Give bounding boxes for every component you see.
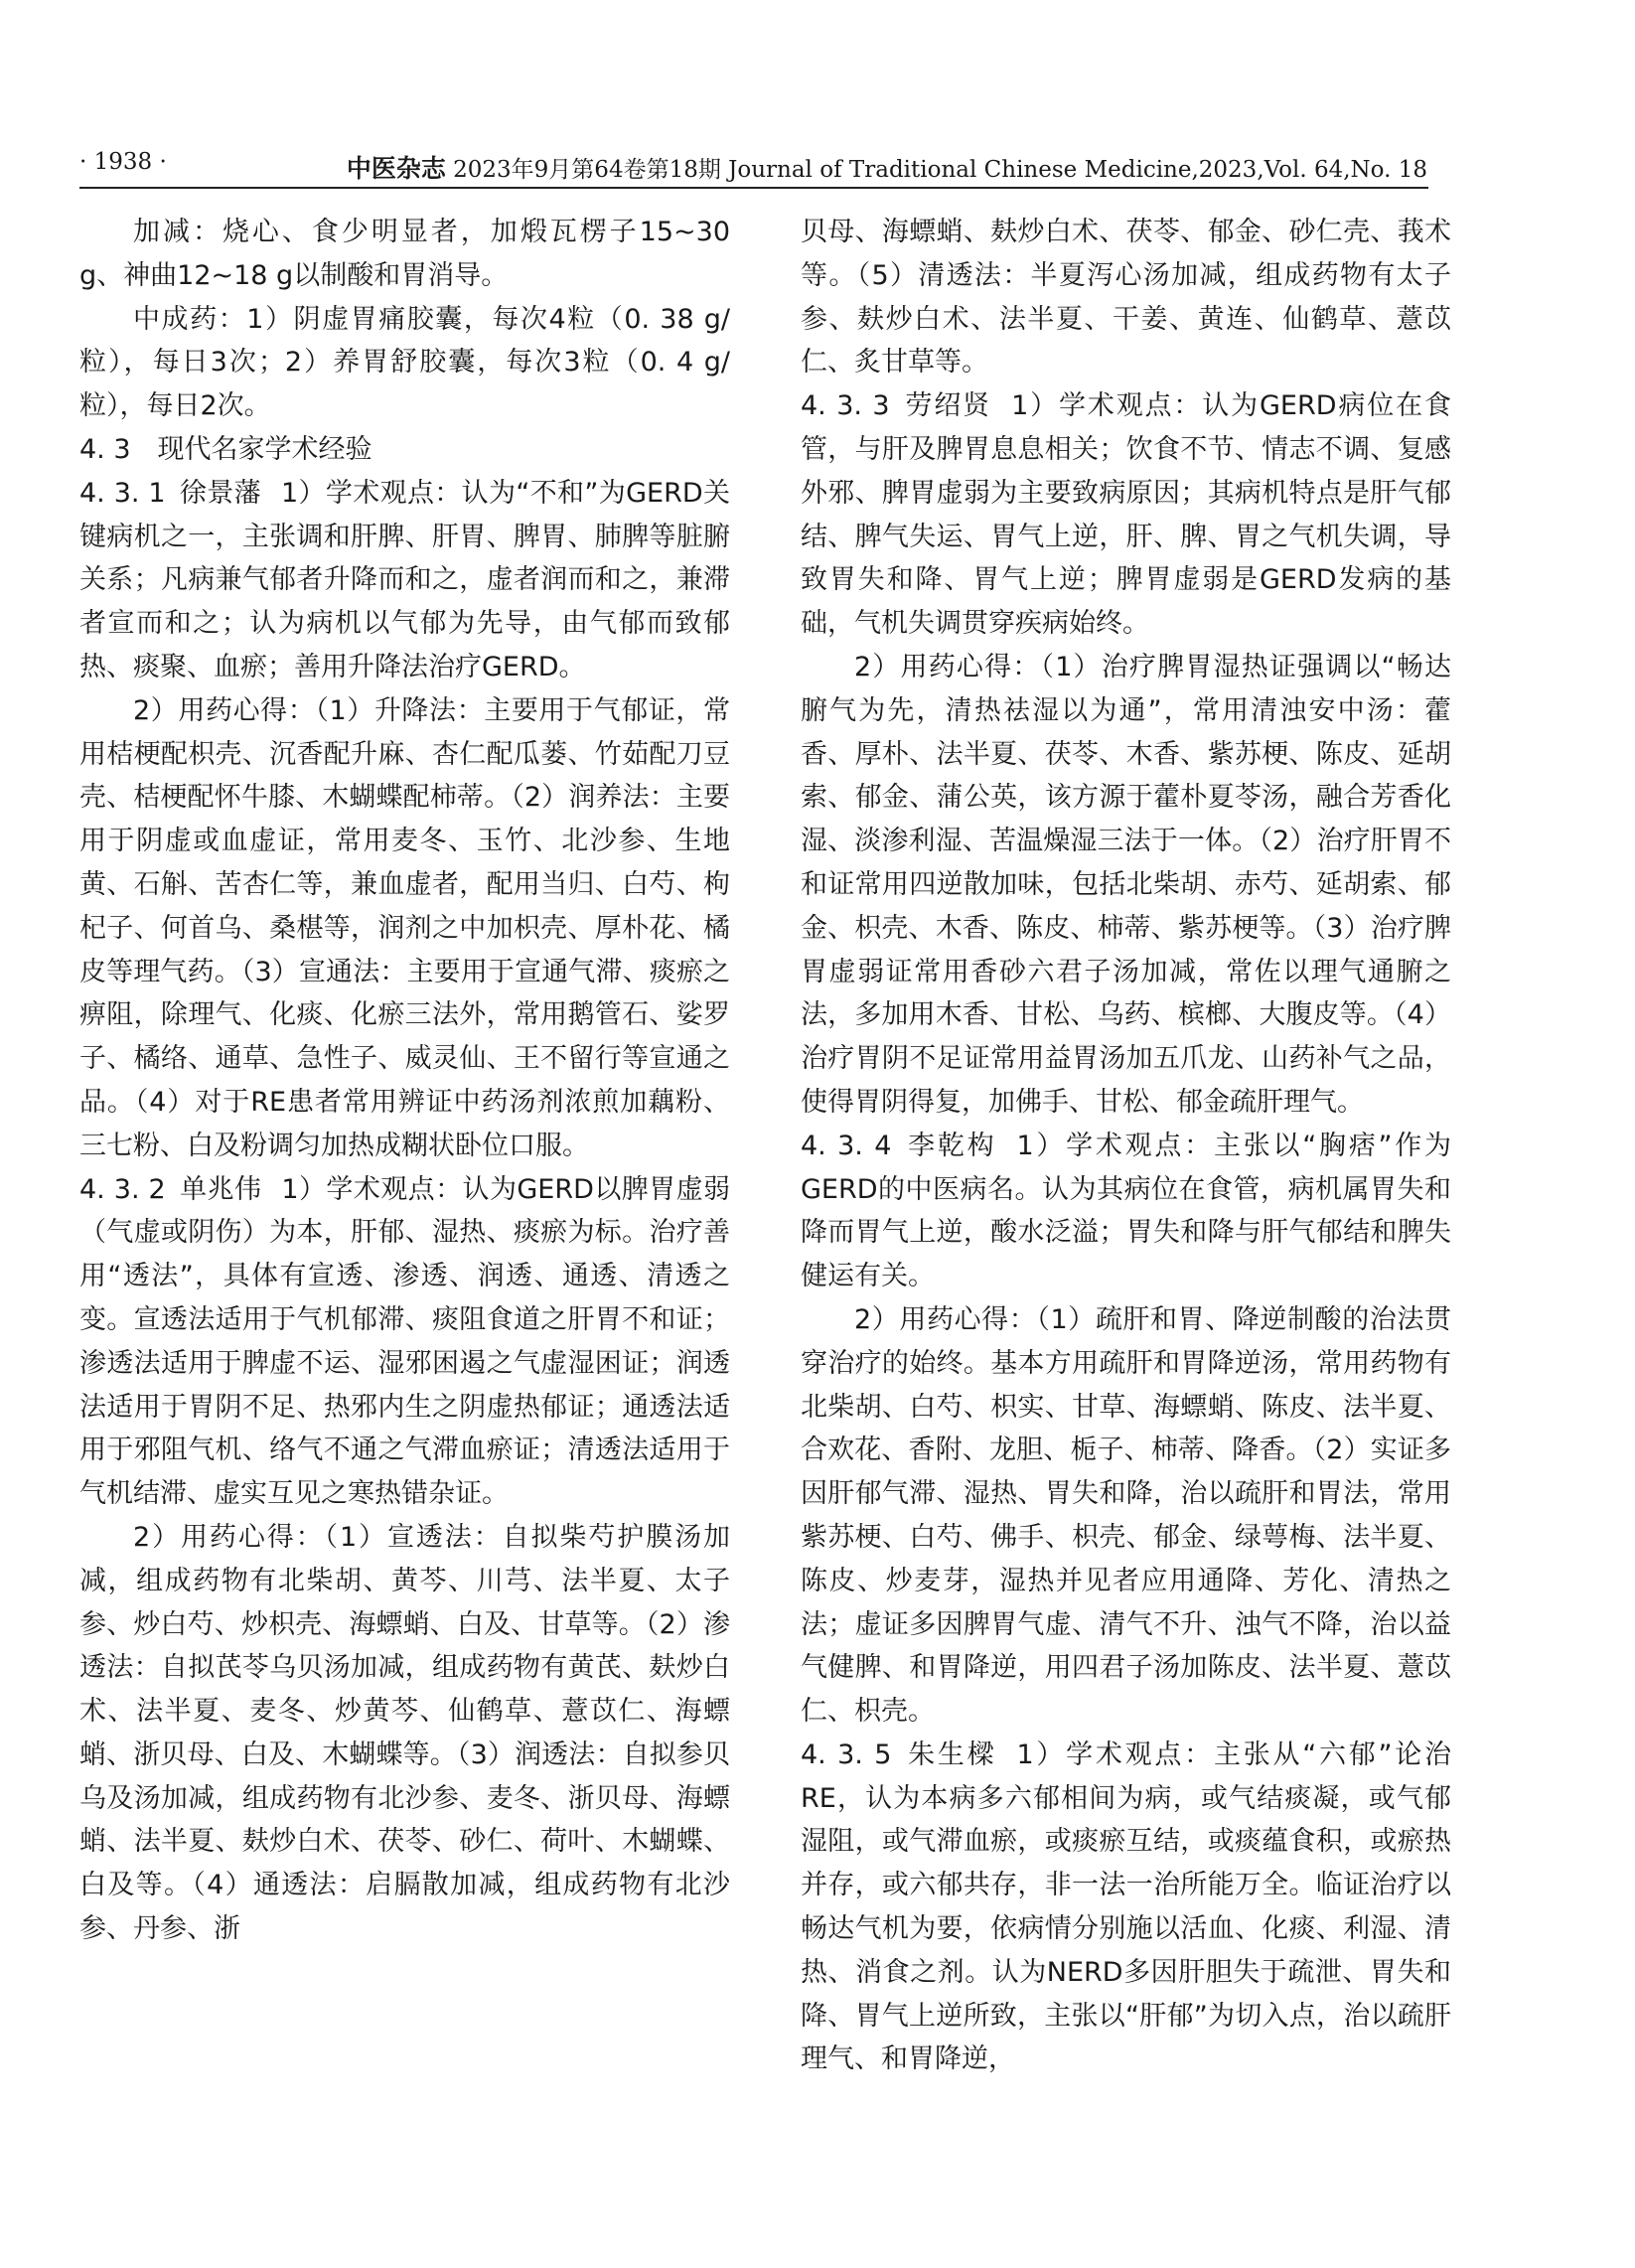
journal-name: 中医杂志 [346,154,446,183]
paragraph-modification: 加减：烧心、食少明显者，加煅瓦楞子15~30 g、神曲12~18 g以制酸和胃消导。 [79,217,730,291]
expert-name: 李乾构 [905,1130,997,1161]
section-number: 4. 3. 5 [801,1739,892,1770]
expert-name: 单兆伟 [179,1173,262,1205]
section-text: 1）学术观点：认为GERD以脾胃虚弱（气虚或阴伤）为本，肝郁、湿热、痰瘀为标。治疗善用“透法”，具体有宣透、渗透、润透、通透、清透之变。宣透法适用于气机郁滞、痰阻食道之肝胃不和证；渗透法适用于脾虚不运、湿邪困遏之气虚湿困证；润透法适用于胃阴不足、热邪内生之阴虚热郁证；通透法适用于邪阻气机、络气不通之气滞血瘀证；清透法适用于气机结滞、虚实互见之寒热错杂证。 [79,1173,731,1510]
section-number: 4. 3. 1 [79,477,166,509]
section-heading-4-3: 4. 3 现代名家学术经验 [79,433,372,465]
running-header [79,149,1427,189]
paragraph-patent-medicine: 中成药：1）阴虚胃痛胶囊，每次4粒（0. 38 g/粒），每日3次；2）养胃舒胶囊，每次3粒（0. 4 g/粒），每日2次。 [79,303,730,422]
expert-name: 朱生樑 [905,1739,997,1770]
section-4-3-2 [79,1168,730,1516]
header-rule [79,187,1428,189]
paragraph-continuation: 贝母、海螵蛸、麸炒白术、茯苓、郁金、砂仁壳、莪术等。（5）清透法：半夏泻心汤加减，组成药物有太子参、麸炒白术、法半夏、干姜、黄连、仙鹤草、薏苡仁、炙甘草等。 [801,217,1451,378]
section-text: 1）学术观点：认为GERD病位在食管，与肝及脾胃息息相关；饮食不节、情志不调、复感外邪、脾胃虚弱为主要致病原因；其病机特点是肝气郁结、脾气失运、胃气上逆，肝、脾、胃之气机失调，导致胃失和降、胃气上逆；脾胃虚弱是GERD发病的基础，气机失调贯穿疾病始终。 [801,390,1451,640]
journal-info [347,149,1427,185]
right-column [801,211,1451,2081]
section-number: 4. 3. 2 [79,1173,166,1205]
left-column [79,211,730,1951]
section-text: 1）学术观点：主张从“六郁”论治RE，认为本病多六郁相间为病，或气结痰凝，或气郁湿阻，或气滞血瘀，或痰瘀互结，或痰蕴食积，或瘀热并存，或六郁共存，非一法一治所能万全。临证治疗以畅达气机为要，依病情分别施以活血、化痰、利湿、清热、消食之剂。认为NERD多因肝胆失于疏泄、胃失和降、胃气上逆所致，主张以“肝郁”为切入点，治以疏肝理气、和胃降逆， [801,1739,1451,2075]
paragraph-4-3-4-medication: 2）用药心得：（1）疏肝和胃、降逆制酸的治法贯穿治疗的始终。基本方用疏肝和胃降逆汤，常用药物有北柴胡、白芍、枳实、甘草、海螵蛸、陈皮、法半夏、合欢花、香附、龙胆、栀子、柿蒂、降香。（2）实证多因肝郁气滞、湿热、胃失和降，治以疏肝和胃法，常用紫苏梗、白芍、佛手、枳壳、郁金、绿萼梅、法半夏、陈皮、炒麦芽，湿热并见者应用通降、芳化、清热之法；虚证多因脾胃气虚、清气不升、浊气不降，治以益气健脾、和胃降逆，用四君子汤加陈皮、法半夏、薏苡仁、枳壳。 [801,1303,1451,1728]
section-number: 4. 3. 4 [801,1130,892,1161]
section-4-3-4 [801,1125,1451,1298]
section-4-3-3 [801,384,1451,646]
paragraph-4-3-1-medication: 2）用药心得：（1）升降法：主要用于气郁证，常用桔梗配枳壳、沉香配升麻、杏仁配瓜蒌、竹茹配刀豆壳、桔梗配怀牛膝、木蝴蝶配柿蒂。（2）润养法：主要用于阴虚或血虚证，常用麦冬、玉竹、北沙参、生地黄、石斛、苦杏仁等，兼血虚者，配用当归、白芍、枸杞子、何首乌、桑椹等，润剂之中加枳壳、厚朴花、橘皮等理气药。（3）宣通法：主要用于宣通气滞、痰瘀之痹阻，除理气、化痰、化瘀三法外，常用鹅管石、娑罗子、橘络、通草、急性子、威灵仙、王不留行等宣通之品。（4）对于RE患者常用辨证中药汤剂浓煎加藕粉、三七粉、白及粉调匀加热成糊状卧位口服。 [79,694,730,1161]
expert-name: 徐景藩 [179,477,261,509]
section-4-3-5 [801,1734,1451,2081]
section-4-3-1 [79,472,730,689]
section-number: 4. 3. 3 [801,390,890,422]
section-text: 1）学术观点：主张以“胸痞”作为GERD的中医病名。认为其病位在食管，病机属胃失和降而胃气上逆，酸水泛溢；胃失和降与肝气郁结和脾失健运有关。 [801,1130,1451,1292]
expert-name: 劳绍贤 [903,390,992,422]
paragraph-4-3-2-medication: 2）用药心得：（1）宣透法：自拟柴芍护膜汤加减，组成药物有北柴胡、黄芩、川芎、法半夏、太子参、炒白芍、炒枳壳、海螵蛸、白及、甘草等。（2）渗透法：自拟芪苓乌贝汤加减，组成药物有黄芪、麸炒白术、法半夏、麦冬、炒黄芩、仙鹤草、薏苡仁、海螵蛸、浙贝母、白及、木蝴蝶等。（3）润透法：自拟参贝乌及汤加减，组成药物有北沙参、麦冬、浙贝母、海螵蛸、法半夏、麸炒白术、茯苓、砂仁、荷叶、木蝴蝶、白及等。（4）通透法：启膈散加减，组成药物有北沙参、丹参、浙 [79,1521,730,1945]
issue-info: 2023年9月第64卷第18期 Journal of Traditional Chinese Medicine,2023,Vol. 64,No. 18 [453,157,1427,183]
paragraph-4-3-3-medication: 2）用药心得：（1）治疗脾胃湿热证强调以“畅达腑气为先，清热祛湿以为通”，常用清浊安中汤：藿香、厚朴、法半夏、茯苓、木香、紫苏梗、陈皮、延胡索、郁金、蒲公英，该方源于藿朴夏苓汤，融合芳香化湿、淡渗利湿、苦温燥湿三法于一体。（2）治疗肝胃不和证常用四逆散加味，包括北柴胡、赤芍、延胡索、郁金、枳壳、木香、陈皮、柿蒂、紫苏梗等。（3）治疗脾胃虚弱证常用香砂六君子汤加减，常佐以理气通腑之法，多加用木香、甘松、乌药、槟榔、大腹皮等。（4）治疗胃阴不足证常用益胃汤加五爪龙、山药补气之品，使得胃阴得复，加佛手、甘松、郁金疏肝理气。 [801,651,1451,1118]
page-number: · 1938 · [79,149,167,175]
section-text: 1）学术观点：认为“不和”为GERD关键病机之一，主张调和肝脾、肝胃、脾胃、肺脾等脏腑关系；凡病兼气郁者升降而和之，虚者润而和之，兼滞者宣而和之；认为病机以气郁为先导，由气郁而致郁热、痰聚、血瘀；善用升降法治疗GERD。 [79,477,730,682]
